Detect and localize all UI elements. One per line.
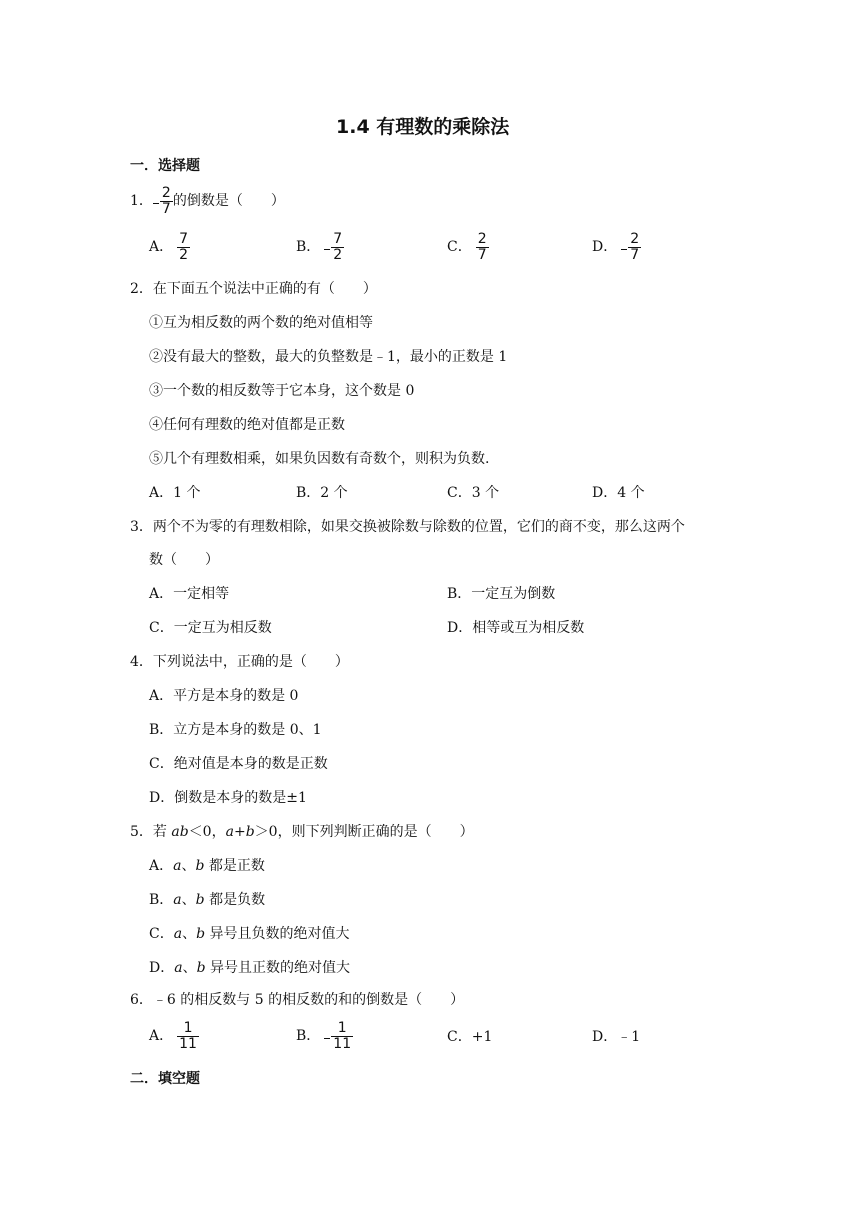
q1-option-c: C． $\frac{2}{7}$ xyxy=(447,231,487,263)
page-title: 1.4 有理数的乘除法 xyxy=(336,116,510,138)
q2-option-d: D．4 个 xyxy=(592,485,645,501)
statement-3: ③一个数的相反数等于它本身，这个数是 0 xyxy=(149,383,415,399)
q5-option-c: C．a、b 异号且负数的绝对值大 xyxy=(149,926,350,942)
question-5-stem: 5．若 ab＜0，a+b＞0，则下列判断正确的是（ ） xyxy=(130,824,474,840)
q5-option-b: B．a、b 都是负数 xyxy=(149,892,266,908)
q6-option-b: B． $\frac{1}{11}$ xyxy=(296,1020,352,1052)
fraction: $\frac{1}{11}$ xyxy=(179,1020,197,1052)
q1-option-d: D． $\frac{2}{7}$ xyxy=(592,231,640,263)
q3-option-d: D．相等或互为相反数 xyxy=(447,620,585,636)
q1-option-a: A． $\frac{7}{2}$ xyxy=(149,231,189,263)
section-heading-choice: 一．选择题 xyxy=(130,158,200,174)
statement-2: ②没有最大的整数，最大的负整数是﹣1，最小的正数是 1 xyxy=(149,349,508,365)
q6-option-a: A． $\frac{1}{11}$ xyxy=(149,1020,197,1052)
statement-1: ①互为相反数的两个数的绝对值相等 xyxy=(149,315,373,331)
fraction: $\frac{2}{7}$ xyxy=(477,231,487,263)
fraction: $\frac{1}{11}$ xyxy=(333,1020,352,1052)
q2-option-a: A．1 个 xyxy=(149,485,201,501)
question-3-stem-cont: 数（ ） xyxy=(149,552,219,568)
q2-option-c: C．3 个 xyxy=(447,485,500,501)
q2-option-b: B．2 个 xyxy=(296,485,348,501)
q4-option-a: A．平方是本身的数是 0 xyxy=(149,688,299,704)
section-heading-fill: 二．填空题 xyxy=(130,1071,200,1087)
question-3-stem: 3．两个不为零的有理数相除，如果交换被除数与除数的位置，它们的商不变，那么这两个 xyxy=(130,519,685,535)
question-4-stem: 4．下列说法中，正确的是（ ） xyxy=(130,654,349,670)
fraction: $\frac{7}{2}$ xyxy=(333,231,343,263)
minus-sign xyxy=(153,203,159,204)
statement-5: ⑤几个有理数相乘，如果负因数有奇数个，则积为负数. xyxy=(149,451,490,467)
q5-option-a: A．a、b 都是正数 xyxy=(149,858,265,874)
q4-option-b: B．立方是本身的数是 0、1 xyxy=(149,722,322,738)
q4-option-c: C．绝对值是本身的数是正数 xyxy=(149,756,328,772)
question-6-stem: 6．﹣6 的相反数与 5 的相反数的和的倒数是（ ） xyxy=(130,992,465,1008)
minus-sign xyxy=(621,249,627,250)
fraction: $\frac{2}{7}$ xyxy=(630,231,640,263)
minus-sign xyxy=(324,1038,330,1039)
statement-4: ④任何有理数的绝对值都是正数 xyxy=(149,417,345,433)
question-number: 1． xyxy=(130,193,153,210)
q5-option-d: D．a、b 异号且正数的绝对值大 xyxy=(149,960,351,976)
q6-option-d: D．﹣1 xyxy=(592,1029,641,1045)
q6-option-c: C．+1 xyxy=(447,1029,493,1045)
q1-option-b: B． $\frac{7}{2}$ xyxy=(296,231,343,263)
fraction: $\frac{7}{2}$ xyxy=(179,231,189,263)
q4-option-d: D．倒数是本身的数是±1 xyxy=(149,790,307,806)
question-stem: 的倒数是（ ） xyxy=(172,193,285,210)
q3-option-c: C．一定互为相反数 xyxy=(149,620,272,636)
q3-option-a: A．一定相等 xyxy=(149,586,230,602)
minus-sign xyxy=(324,249,330,250)
q3-option-b: B．一定互为倒数 xyxy=(447,586,556,602)
question-1 xyxy=(130,186,285,216)
fraction: $\frac{2}{7}$ xyxy=(161,185,171,217)
question-2-stem: 2．在下面五个说法中正确的有（ ） xyxy=(130,281,377,297)
